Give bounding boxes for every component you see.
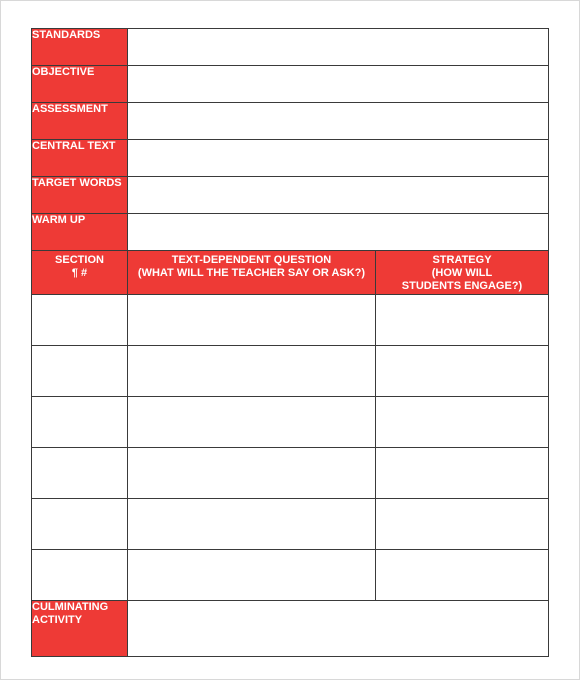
section-header-line: SECTION	[55, 254, 104, 266]
row-central-text	[32, 140, 549, 177]
strategy-cell[interactable]	[376, 346, 549, 397]
section-cell[interactable]	[32, 550, 128, 601]
section-header	[32, 251, 128, 295]
row-objective	[32, 66, 549, 103]
lesson-plan-table	[31, 28, 549, 657]
table-row	[32, 499, 549, 550]
strategy-header-line: STUDENTS ENGAGE?)	[401, 280, 523, 292]
standards-label: STANDARDS	[32, 29, 128, 66]
row-warm-up	[32, 214, 549, 251]
culminating-activity-label	[32, 601, 128, 657]
question-header	[128, 251, 376, 295]
warm-up-field[interactable]	[128, 214, 549, 251]
assessment-label: ASSESSMENT	[32, 103, 128, 140]
section-cell[interactable]	[32, 295, 128, 346]
strategy-cell[interactable]	[376, 295, 549, 346]
target-words-field[interactable]	[128, 177, 549, 214]
strategy-cell[interactable]	[376, 448, 549, 499]
assessment-field[interactable]	[128, 103, 549, 140]
central-text-label: CENTRAL TEXT	[32, 140, 128, 177]
question-cell[interactable]	[128, 448, 376, 499]
section-header-line: ¶ #	[71, 267, 88, 279]
objective-field[interactable]	[128, 66, 549, 103]
strategy-header-line: (HOW WILL	[431, 267, 493, 279]
table-row	[32, 448, 549, 499]
questions-header-row	[32, 251, 549, 295]
culminating-label-line: CULMINATING	[32, 601, 109, 613]
strategy-header-line: STRATEGY	[432, 254, 492, 266]
strategy-cell[interactable]	[376, 397, 549, 448]
culminating-label-line: ACTIVITY	[32, 614, 83, 626]
table-row	[32, 550, 549, 601]
question-header-line: (WHAT WILL THE TEACHER SAY OR ASK?)	[137, 267, 366, 279]
table-row	[32, 295, 549, 346]
row-assessment	[32, 103, 549, 140]
warm-up-label: WARM UP	[32, 214, 128, 251]
culminating-activity-field[interactable]	[128, 601, 549, 657]
table-row	[32, 397, 549, 448]
target-words-label: TARGET WORDS	[32, 177, 128, 214]
section-cell[interactable]	[32, 499, 128, 550]
table-row	[32, 346, 549, 397]
strategy-cell[interactable]	[376, 550, 549, 601]
row-target-words	[32, 177, 549, 214]
question-cell[interactable]	[128, 550, 376, 601]
strategy-cell[interactable]	[376, 499, 549, 550]
row-standards	[32, 29, 549, 66]
question-cell[interactable]	[128, 295, 376, 346]
standards-field[interactable]	[128, 29, 549, 66]
question-cell[interactable]	[128, 346, 376, 397]
question-cell[interactable]	[128, 397, 376, 448]
strategy-header	[376, 251, 549, 295]
section-cell[interactable]	[32, 448, 128, 499]
question-cell[interactable]	[128, 499, 376, 550]
question-header-line: TEXT-DEPENDENT QUESTION	[171, 254, 332, 266]
central-text-field[interactable]	[128, 140, 549, 177]
objective-label: OBJECTIVE	[32, 66, 128, 103]
section-cell[interactable]	[32, 397, 128, 448]
culminating-activity-row	[32, 601, 549, 657]
section-cell[interactable]	[32, 346, 128, 397]
